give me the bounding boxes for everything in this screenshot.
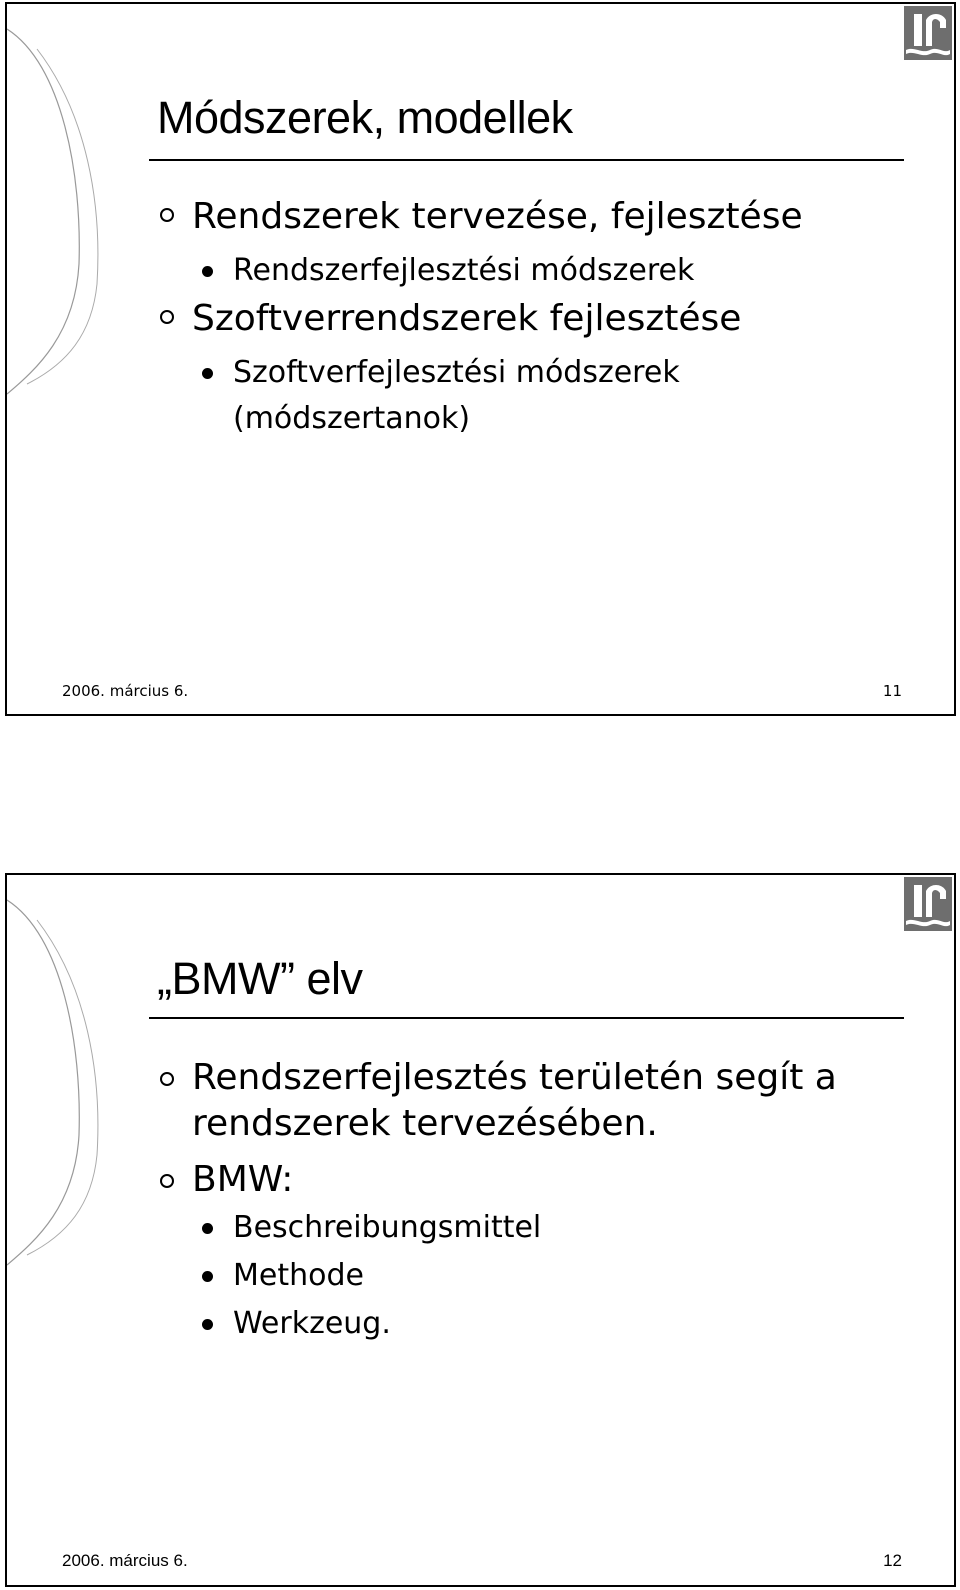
title-divider [149, 1017, 904, 1019]
slide-title: „BMW” elv [157, 953, 363, 1004]
bullet-text: BMW: [192, 1159, 294, 1200]
slide-11 [5, 2, 956, 716]
sub-bullet-item [233, 1253, 364, 1299]
hollow-bullet-icon [160, 1174, 174, 1188]
footer-date: 2006. március 6. [62, 1551, 188, 1570]
sub-bullet-item [233, 1301, 391, 1347]
footer-date: 2006. március 6. [62, 682, 189, 700]
bullet-text: Szoftverrendszerek fejlesztése [192, 298, 742, 339]
slide-12 [5, 873, 956, 1587]
bullet-text: Rendszerek tervezése, fejlesztése [192, 196, 803, 237]
filled-bullet-icon [202, 368, 213, 379]
hollow-bullet-icon [160, 1072, 174, 1086]
university-logo-icon [904, 877, 952, 931]
sub-bullet-text: Beschreibungsmittel [233, 1210, 542, 1245]
university-logo-icon [904, 6, 952, 60]
page-number: 12 [883, 1551, 902, 1570]
bullet-item [192, 1157, 293, 1203]
bullet-text: Rendszerfejlesztés területén segít a rendszerek tervezésében. [192, 1057, 837, 1144]
bullet-item [192, 1055, 892, 1147]
arc-decoration [7, 875, 127, 1587]
slide-title: Módszerek, modellek [157, 92, 573, 143]
filled-bullet-icon [202, 1223, 213, 1234]
sub-bullet-item [233, 1205, 541, 1251]
sub-bullet-text: Rendszerfejlesztési módszerek [233, 253, 695, 288]
sub-bullet-text: Werkzeug. [233, 1306, 391, 1341]
title-divider [149, 159, 904, 161]
sub-bullet-text: Methode [233, 1258, 364, 1293]
bullet-item [192, 298, 741, 339]
bullet-item [192, 196, 803, 237]
filled-bullet-icon [202, 1319, 213, 1330]
filled-bullet-icon [202, 1271, 213, 1282]
filled-bullet-icon [202, 266, 213, 277]
sub-bullet-text: Szoftverfejlesztési módszerek (módszertanok) [233, 355, 680, 436]
arc-decoration [7, 4, 127, 716]
sub-bullet-item [233, 248, 694, 294]
hollow-bullet-icon [160, 310, 174, 324]
page-number: 11 [882, 682, 902, 700]
hollow-bullet-icon [160, 208, 174, 222]
sub-bullet-item [233, 350, 753, 442]
